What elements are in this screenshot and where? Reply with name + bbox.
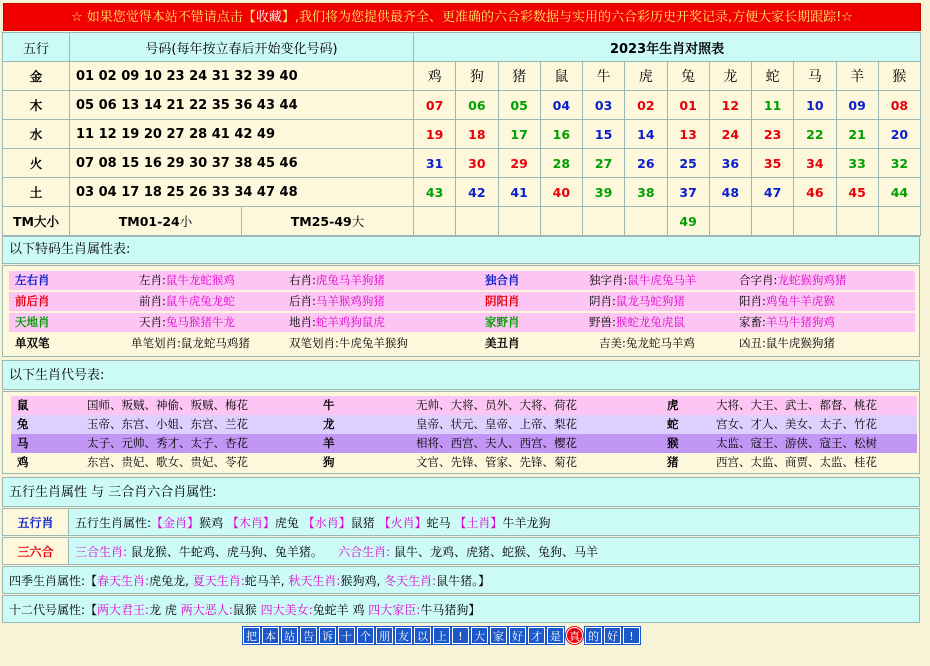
bookmark-link[interactable]: 收藏: [255, 10, 282, 25]
code-zodiac: 马: [17, 436, 29, 450]
attr-label: 左右肖: [15, 273, 50, 287]
number-cell: 12: [709, 91, 751, 120]
attr-label2: 美丑肖: [485, 336, 520, 350]
sanhe-content: 三合生肖: 鼠龙猴、牛蛇鸡、虎马狗、兔羊猪。 六合生肖: 鼠牛、龙鸡、虎猪、蛇猴、兔狗、马羊: [75, 545, 599, 559]
number-cell: 28: [540, 149, 582, 178]
element-numbers: 01 02 09 10 23 24 31 32 39 40: [70, 62, 414, 91]
element-name: 木: [3, 91, 70, 120]
number-cell: 29: [498, 149, 540, 178]
number-cell: 38: [625, 178, 667, 207]
wuxing-content: [75, 509, 550, 537]
code-text: 太子、元帅、秀才、太子、杏花: [87, 436, 248, 450]
section-wuxing-title: 五行生肖属性 与 三合肖六合肖属性:: [2, 477, 920, 507]
number-cell: 23: [752, 120, 794, 149]
number-cell: 48: [709, 178, 751, 207]
element-numbers: 07 08 15 16 29 30 37 38 45 46: [70, 149, 414, 178]
element-col-header: 五行: [3, 33, 70, 62]
number-cell: 11: [752, 91, 794, 120]
number-cell: [540, 207, 582, 236]
wuxing-value: 蛇马: [426, 516, 455, 530]
share-banner[interactable]: [243, 627, 640, 645]
code-zodiac: 猪: [667, 455, 679, 469]
attr-c: 吉美:兔龙蛇马羊鸡: [599, 336, 695, 350]
code-row: [11, 453, 917, 472]
attr-label2: 阴阳肖: [485, 294, 520, 308]
number-cell: 47: [752, 178, 794, 207]
number-cell: 42: [456, 178, 498, 207]
number-cell: 31: [414, 149, 456, 178]
year-title: 2023年生肖对照表: [414, 33, 921, 62]
wuxing-value: 鼠猪: [350, 516, 379, 530]
code-zodiac: 猴: [667, 436, 679, 450]
number-cell: 20: [878, 120, 920, 149]
element-numbers: 03 04 17 18 25 26 33 34 47 48: [70, 178, 414, 207]
number-cell: 18: [456, 120, 498, 149]
twelve-prefix: 十二代号属性:【: [9, 603, 98, 617]
number-cell: 25: [667, 149, 709, 178]
number-cell: 24: [709, 120, 751, 149]
size-big: TM25-49大: [242, 207, 414, 236]
sanhe-label: 三六合: [3, 538, 69, 564]
attr-b: 后肖:马羊猴鸡狗猪: [289, 294, 385, 308]
number-cell: 30: [456, 149, 498, 178]
number-cell: 16: [540, 120, 582, 149]
number-cell: 49: [667, 207, 709, 236]
number-cell: 09: [836, 91, 878, 120]
size-small: TM01-24小: [70, 207, 242, 236]
wuxing-tag: 【木肖】: [226, 516, 275, 530]
code-text: 文官、先锋、管家、先锋、菊花: [416, 455, 577, 469]
number-cell: 43: [414, 178, 456, 207]
code-table-box: [2, 391, 920, 474]
zodiac-cell: 蛇: [752, 62, 794, 91]
number-cell: 17: [498, 120, 540, 149]
number-cell: 40: [540, 178, 582, 207]
attr-a: 前肖:鼠牛虎兔龙蛇: [139, 294, 235, 308]
code-zodiac: 狗: [323, 455, 335, 469]
twelve-tag: 两大恶人:: [180, 603, 233, 617]
code-zodiac: 兔: [17, 417, 29, 431]
number-cell: 32: [878, 149, 920, 178]
number-cell: [878, 207, 920, 236]
element-numbers: 11 12 19 20 27 28 41 42 49: [70, 120, 414, 149]
zodiac-cell: 鸡: [414, 62, 456, 91]
twelve-value: 鼠猴: [232, 603, 261, 617]
share-char[interactable]: 大: [471, 627, 488, 644]
zodiac-cell: 羊: [836, 62, 878, 91]
number-cell: 10: [794, 91, 836, 120]
number-cell: 06: [456, 91, 498, 120]
share-char[interactable]: 站: [281, 627, 298, 644]
share-char[interactable]: 本: [262, 627, 279, 644]
zodiac-cell: 龙: [709, 62, 751, 91]
attr-b: 双笔划肖:牛虎兔羊猴狗: [289, 336, 408, 350]
size-small-word: 小: [179, 214, 193, 229]
attr-d: 家畜:羊马牛猪狗鸡: [739, 315, 835, 329]
element-numbers: 05 06 13 14 21 22 35 36 43 44: [70, 91, 414, 120]
twelve-row: [2, 595, 920, 623]
attr-c: 野兽:猴蛇龙兔虎鼠: [589, 315, 685, 329]
attr-label2: 独合肖: [485, 273, 520, 287]
code-zodiac: 牛: [323, 398, 335, 412]
wuxing-value: 牛羊龙狗: [502, 516, 551, 530]
season-prefix: 四季生肖属性:【: [9, 574, 98, 588]
number-cell: 03: [583, 91, 625, 120]
size-label: TM大小: [3, 207, 70, 236]
attr-a: 左肖:鼠牛龙蛇猴鸡: [139, 273, 235, 287]
number-cell: 33: [836, 149, 878, 178]
share-char[interactable]: 的: [585, 627, 602, 644]
season-tag: 冬天生肖:: [384, 574, 437, 588]
attr-label: 天地肖: [15, 315, 50, 329]
share-char[interactable]: 把: [243, 627, 260, 644]
number-cell: [794, 207, 836, 236]
code-text: 皇帝、状元、皇帝、上帝、梨花: [416, 417, 577, 431]
code-zodiac: 鸡: [17, 455, 29, 469]
share-char[interactable]: 个: [357, 627, 374, 644]
attr-row: [9, 334, 915, 353]
attr-row: [9, 292, 915, 311]
code-row: [11, 415, 917, 434]
share-char[interactable]: 上: [433, 627, 450, 644]
share-char[interactable]: !: [452, 627, 469, 644]
wuxing-tag: 【金肖】: [151, 516, 200, 530]
wuxing-value: 虎兔: [274, 516, 303, 530]
number-cell: 44: [878, 178, 920, 207]
share-char[interactable]: 以: [414, 627, 431, 644]
twelve-tag: 四大美女:: [260, 603, 313, 617]
attr-label: 前后肖: [15, 294, 50, 308]
element-name: 火: [3, 149, 70, 178]
season-tag: 夏天生肖:: [192, 574, 245, 588]
number-cell: 05: [498, 91, 540, 120]
numbers-col-header: 号码(每年按立春后开始变化号码): [70, 33, 414, 62]
code-row: [11, 434, 917, 453]
attr-d: 凶丑:鼠牛虎猴狗猪: [739, 336, 835, 350]
zodiac-cell: 虎: [625, 62, 667, 91]
code-zodiac: 蛇: [667, 417, 679, 431]
share-char[interactable]: 十: [338, 627, 355, 644]
zodiac-cell: 猴: [878, 62, 920, 91]
share-char[interactable]: 好: [604, 627, 621, 644]
share-char[interactable]: 告: [300, 627, 317, 644]
code-row: [11, 396, 917, 415]
number-cell: [583, 207, 625, 236]
attr-c: 阴肖:鼠龙马蛇狗猪: [589, 294, 685, 308]
attr-a: 单笔划肖:鼠龙蛇马鸡猪: [131, 336, 250, 350]
share-char[interactable]: 是: [547, 627, 564, 644]
number-cell: [625, 207, 667, 236]
attr-label: 单双笔: [15, 336, 50, 350]
wuxing-tag: 【水肖】: [302, 516, 351, 530]
number-cell: 37: [667, 178, 709, 207]
season-value: 猴狗鸡,: [340, 574, 385, 588]
number-cell: 15: [583, 120, 625, 149]
number-cell: [498, 207, 540, 236]
code-zodiac: 羊: [323, 436, 335, 450]
code-zodiac: 龙: [323, 417, 335, 431]
section-code-title: 以下生肖代号表:: [2, 360, 920, 390]
share-char[interactable]: 真: [566, 627, 583, 644]
season-row: [2, 566, 920, 594]
attr-label2: 家野肖: [485, 315, 520, 329]
share-char[interactable]: 友: [395, 627, 412, 644]
top-banner: ☆ 如果您觉得本站不错请点击【收藏】,我们将为您提供最齐全、更准确的六合彩数据与实用的六合彩历史开奖记录,方便大家长期跟踪!☆: [3, 3, 921, 31]
number-cell: [414, 207, 456, 236]
season-value: 蛇马羊,: [244, 574, 289, 588]
season-value: 虎兔龙,: [149, 574, 193, 588]
number-cell: 21: [836, 120, 878, 149]
zodiac-cell: 马: [794, 62, 836, 91]
wuxing-row: [2, 508, 920, 536]
share-char[interactable]: 朋: [376, 627, 393, 644]
code-text: 西宫、太监、商贾、太监、桂花: [716, 455, 877, 469]
number-cell: 41: [498, 178, 540, 207]
season-tag: 春天生肖:: [97, 574, 150, 588]
zodiac-cell: 狗: [456, 62, 498, 91]
code-zodiac: 虎: [667, 398, 679, 412]
number-cell: 07: [414, 91, 456, 120]
number-cell: [709, 207, 751, 236]
code-zodiac: 鼠: [17, 398, 29, 412]
twelve-value: 龙 虎: [149, 603, 181, 617]
attr-a: 天肖:兔马猴猪牛龙: [139, 315, 235, 329]
wuxing-tag: 【火肖】: [378, 516, 427, 530]
zodiac-number-table: [2, 32, 921, 236]
twelve-value: 牛马猪狗】: [420, 603, 481, 617]
number-cell: 35: [752, 149, 794, 178]
number-cell: [456, 207, 498, 236]
attr-table: [2, 265, 920, 357]
number-cell: [752, 207, 794, 236]
zodiac-cell: 兔: [667, 62, 709, 91]
wuxing-value: 猴鸡: [199, 516, 227, 530]
share-char[interactable]: !: [623, 627, 640, 644]
code-text: 相将、西宫、夫人、西宫、樱花: [416, 436, 577, 450]
number-cell: 46: [794, 178, 836, 207]
number-cell: 27: [583, 149, 625, 178]
number-cell: 14: [625, 120, 667, 149]
code-text: 东宫、贵妃、歌女、贵妃、苓花: [87, 455, 248, 469]
season-tag: 秋天生肖:: [288, 574, 341, 588]
code-text: 玉帝、东宫、小姐、东宫、兰花: [87, 417, 248, 431]
zodiac-cell: 猪: [498, 62, 540, 91]
season-value: 鼠牛猪。】: [436, 574, 491, 588]
number-cell: 08: [878, 91, 920, 120]
attr-row: [9, 271, 915, 290]
element-name: 水: [3, 120, 70, 149]
twelve-tag: 两大君王:: [97, 603, 150, 617]
attr-row: [9, 313, 915, 332]
code-text: 无帅、大将、员外、大将、荷花: [416, 398, 577, 412]
share-char[interactable]: 家: [490, 627, 507, 644]
attr-c: 独字肖:鼠牛虎兔马羊: [589, 273, 697, 287]
number-cell: 45: [836, 178, 878, 207]
attr-d: 合字肖:龙蛇猴狗鸡猪: [739, 273, 847, 287]
element-name: 土: [3, 178, 70, 207]
element-name: 金: [3, 62, 70, 91]
wuxing-label: 五行肖: [3, 509, 69, 535]
attr-b: 右肖:虎兔马羊狗猪: [289, 273, 385, 287]
number-cell: 39: [583, 178, 625, 207]
zodiac-cell: 牛: [583, 62, 625, 91]
wuxing-tag: 【土肖】: [454, 516, 503, 530]
number-cell: 19: [414, 120, 456, 149]
section-attr-title: 以下特码生肖属性表:: [2, 236, 920, 264]
share-char[interactable]: 诉: [319, 627, 336, 644]
number-cell: 36: [709, 149, 751, 178]
size-big-word: 大: [351, 214, 365, 229]
zodiac-cell: 鼠: [540, 62, 582, 91]
number-cell: 02: [625, 91, 667, 120]
number-cell: 01: [667, 91, 709, 120]
share-char[interactable]: 好: [509, 627, 526, 644]
attr-b: 地肖:蛇羊鸡狗鼠虎: [289, 315, 385, 329]
wuxing-prefix: 五行生肖属性:: [75, 516, 152, 530]
number-cell: 26: [625, 149, 667, 178]
number-cell: 04: [540, 91, 582, 120]
number-cell: 34: [794, 149, 836, 178]
code-text: 太监、寇王、游侠、寇王、松树: [716, 436, 877, 450]
attr-d: 阳肖:鸡兔牛羊虎猴: [739, 294, 835, 308]
code-text: 宫女、才人、美女、太子、竹花: [716, 417, 877, 431]
number-cell: 13: [667, 120, 709, 149]
number-cell: 22: [794, 120, 836, 149]
twelve-tag: 四大家臣:: [368, 603, 421, 617]
sanhe-row: [2, 537, 920, 565]
number-cell: [836, 207, 878, 236]
share-char[interactable]: 才: [528, 627, 545, 644]
code-text: 国师、叛贼、神偷、叛贼、梅花: [87, 398, 248, 412]
twelve-value: 兔蛇羊 鸡: [312, 603, 369, 617]
code-text: 大将、大王、武士、都督、桃花: [716, 398, 877, 412]
